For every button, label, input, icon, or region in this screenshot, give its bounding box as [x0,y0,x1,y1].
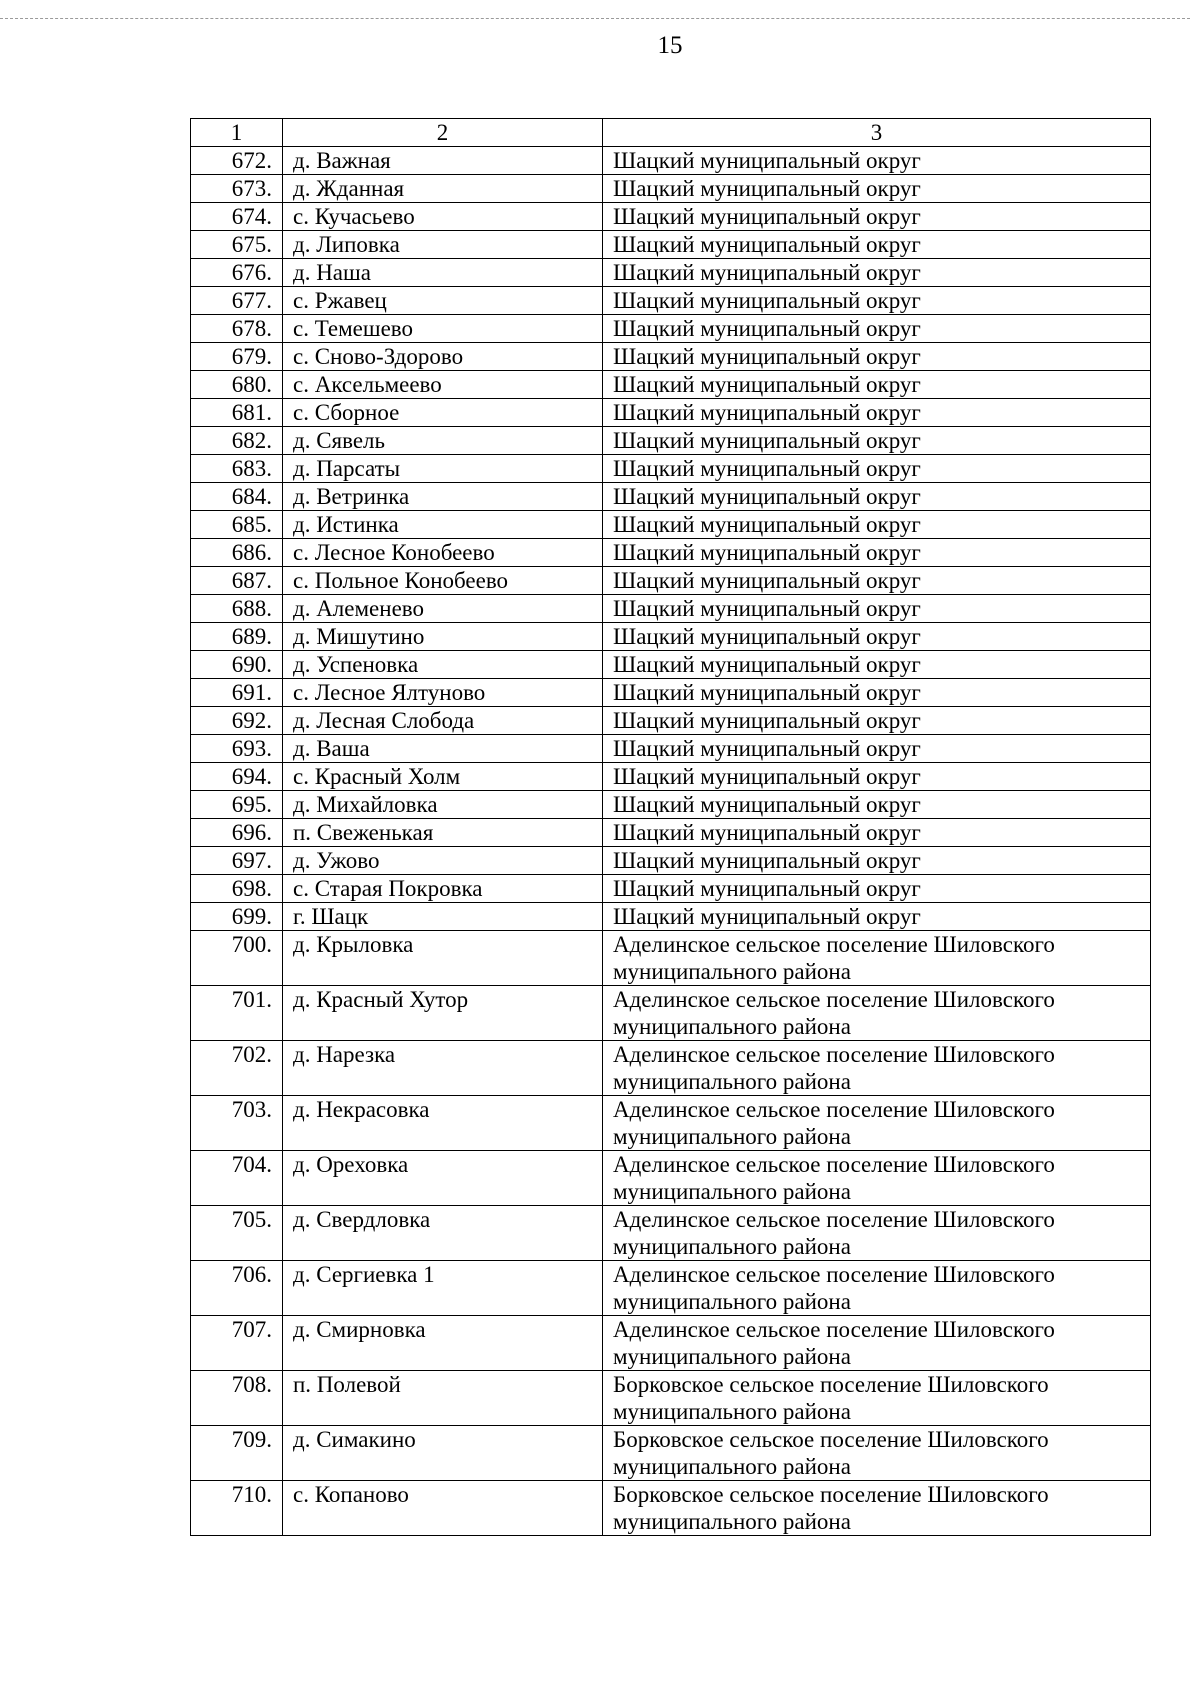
settlement-name: д. Парсаты [283,455,603,483]
row-number: 677. [191,287,283,315]
row-number: 679. [191,343,283,371]
municipality-name: Борковское сельское поселение Шиловского муниципального района [603,1426,1151,1481]
municipality-name: Шацкий муниципальный округ [603,511,1151,539]
table-row [191,763,1151,791]
row-number: 681. [191,399,283,427]
settlement-name: д. Жданная [283,175,603,203]
settlement-name: с. Кучасьево [283,203,603,231]
municipality-name: Шацкий муниципальный округ [603,651,1151,679]
municipality-name: Аделинское сельское поселение Шиловского муниципального района [603,931,1151,986]
table-row [191,735,1151,763]
municipality-name: Аделинское сельское поселение Шиловского муниципального района [603,1151,1151,1206]
settlement-name: д. Мишутино [283,623,603,651]
scan-edge-line [0,18,1190,19]
row-number: 706. [191,1261,283,1316]
table-row [191,791,1151,819]
settlement-name: с. Ржавец [283,287,603,315]
row-number: 697. [191,847,283,875]
table-row [191,875,1151,903]
row-number: 684. [191,483,283,511]
settlement-name: п. Полевой [283,1371,603,1426]
table-row [191,1261,1151,1316]
row-number: 705. [191,1206,283,1261]
municipality-name: Шацкий муниципальный округ [603,343,1151,371]
row-number: 678. [191,315,283,343]
page-number: 15 [657,32,683,59]
row-number: 698. [191,875,283,903]
settlement-name: с. Красный Холм [283,763,603,791]
settlement-name: д. Успеновка [283,651,603,679]
row-number: 703. [191,1096,283,1151]
municipality-name: Шацкий муниципальный округ [603,315,1151,343]
table-row [191,1206,1151,1261]
settlement-name: с. Лесное Ялтуново [283,679,603,707]
table-row [191,427,1151,455]
settlement-name: д. Симакино [283,1426,603,1481]
municipality-name: Аделинское сельское поселение Шиловского муниципального района [603,1316,1151,1371]
settlement-name: с. Копаново [283,1481,603,1536]
settlement-name: д. Красный Хутор [283,986,603,1041]
table-row [191,1041,1151,1096]
row-number: 696. [191,819,283,847]
column-header-number: 1 [191,119,283,147]
settlement-name: д. Ужово [283,847,603,875]
municipality-name: Шацкий муниципальный округ [603,791,1151,819]
column-header-municipality: 3 [603,119,1151,147]
table-row [191,1426,1151,1481]
row-number: 673. [191,175,283,203]
table-row [191,1316,1151,1371]
row-number: 708. [191,1371,283,1426]
municipality-name: Шацкий муниципальный округ [603,175,1151,203]
settlement-name: д. Алеменево [283,595,603,623]
settlement-name: д. Липовка [283,231,603,259]
settlement-name: с. Сново-Здорово [283,343,603,371]
row-number: 709. [191,1426,283,1481]
settlements-table [190,118,1151,1536]
row-number: 683. [191,455,283,483]
table-row [191,399,1151,427]
row-number: 687. [191,567,283,595]
row-number: 710. [191,1481,283,1536]
settlement-name: д. Ветринка [283,483,603,511]
row-number: 676. [191,259,283,287]
table-row [191,315,1151,343]
settlement-name: д. Нарезка [283,1041,603,1096]
table-row [191,931,1151,986]
municipality-name: Аделинское сельское поселение Шиловского муниципального района [603,1096,1151,1151]
row-number: 680. [191,371,283,399]
row-number: 690. [191,651,283,679]
settlement-name: д. Некрасовка [283,1096,603,1151]
settlement-name: с. Лесное Конобеево [283,539,603,567]
table-row [191,679,1151,707]
municipality-name: Шацкий муниципальный округ [603,707,1151,735]
municipality-name: Шацкий муниципальный округ [603,847,1151,875]
row-number: 699. [191,903,283,931]
municipality-name: Шацкий муниципальный округ [603,483,1151,511]
settlement-name: с. Польное Конобеево [283,567,603,595]
settlement-name: д. Крыловка [283,931,603,986]
municipality-name: Шацкий муниципальный округ [603,763,1151,791]
table-row [191,343,1151,371]
municipality-name: Аделинское сельское поселение Шиловского муниципального района [603,1206,1151,1261]
table-body [191,147,1151,1536]
municipality-name: Шацкий муниципальный округ [603,147,1151,175]
table-row [191,287,1151,315]
municipality-name: Шацкий муниципальный округ [603,371,1151,399]
row-number: 693. [191,735,283,763]
settlement-name: с. Сборное [283,399,603,427]
row-number: 689. [191,623,283,651]
municipality-name: Борковское сельское поселение Шиловского муниципального района [603,1371,1151,1426]
settlement-name: д. Сявель [283,427,603,455]
municipality-name: Шацкий муниципальный округ [603,623,1151,651]
municipality-name: Шацкий муниципальный округ [603,819,1151,847]
settlement-name: д. Истинка [283,511,603,539]
settlement-name: д. Ореховка [283,1151,603,1206]
municipality-name: Шацкий муниципальный округ [603,903,1151,931]
table-row [191,175,1151,203]
municipality-name: Шацкий муниципальный округ [603,735,1151,763]
municipality-name: Борковское сельское поселение Шиловского муниципального района [603,1481,1151,1536]
table-row [191,819,1151,847]
table-row [191,511,1151,539]
municipality-name: Шацкий муниципальный округ [603,203,1151,231]
table-row [191,483,1151,511]
municipality-name: Шацкий муниципальный округ [603,259,1151,287]
row-number: 675. [191,231,283,259]
municipality-name: Аделинское сельское поселение Шиловского муниципального района [603,1041,1151,1096]
municipality-name: Шацкий муниципальный округ [603,455,1151,483]
municipality-name: Шацкий муниципальный округ [603,679,1151,707]
settlement-name: д. Важная [283,147,603,175]
settlement-name: д. Смирновка [283,1316,603,1371]
table-row [191,231,1151,259]
table-row [191,259,1151,287]
table-row [191,595,1151,623]
row-number: 674. [191,203,283,231]
table-row [191,567,1151,595]
municipality-name: Аделинское сельское поселение Шиловского муниципального района [603,1261,1151,1316]
municipality-name: Шацкий муниципальный округ [603,567,1151,595]
row-number: 694. [191,763,283,791]
settlement-name: с. Темешево [283,315,603,343]
settlement-name: п. Свеженькая [283,819,603,847]
row-number: 672. [191,147,283,175]
table-row [191,1371,1151,1426]
row-number: 707. [191,1316,283,1371]
row-number: 688. [191,595,283,623]
settlement-name: с. Аксельмеево [283,371,603,399]
table-row [191,623,1151,651]
settlement-name: г. Шацк [283,903,603,931]
municipality-name: Аделинское сельское поселение Шиловского муниципального района [603,986,1151,1041]
table-row [191,1481,1151,1536]
table-row [191,203,1151,231]
settlement-name: с. Старая Покровка [283,875,603,903]
row-number: 695. [191,791,283,819]
settlement-name: д. Михайловка [283,791,603,819]
row-number: 692. [191,707,283,735]
row-number: 704. [191,1151,283,1206]
table-row [191,707,1151,735]
row-number: 702. [191,1041,283,1096]
table-row [191,651,1151,679]
table-row [191,147,1151,175]
municipality-name: Шацкий муниципальный округ [603,427,1151,455]
municipality-name: Шацкий муниципальный округ [603,539,1151,567]
settlement-name: д. Сергиевка 1 [283,1261,603,1316]
table-row [191,986,1151,1041]
row-number: 686. [191,539,283,567]
settlement-name: д. Лесная Слобода [283,707,603,735]
table-row [191,847,1151,875]
row-number: 701. [191,986,283,1041]
settlement-name: д. Свердловка [283,1206,603,1261]
row-number: 685. [191,511,283,539]
table-row [191,455,1151,483]
table-row [191,1096,1151,1151]
municipality-name: Шацкий муниципальный округ [603,595,1151,623]
settlement-name: д. Ваша [283,735,603,763]
municipality-name: Шацкий муниципальный округ [603,399,1151,427]
table-row [191,371,1151,399]
municipality-name: Шацкий муниципальный округ [603,231,1151,259]
municipality-name: Шацкий муниципальный округ [603,875,1151,903]
table-row [191,903,1151,931]
row-number: 700. [191,931,283,986]
settlement-name: д. Наша [283,259,603,287]
column-header-settlement: 2 [283,119,603,147]
table-row [191,539,1151,567]
municipality-name: Шацкий муниципальный округ [603,287,1151,315]
table-row [191,1151,1151,1206]
row-number: 691. [191,679,283,707]
row-number: 682. [191,427,283,455]
header-row [191,119,1151,147]
